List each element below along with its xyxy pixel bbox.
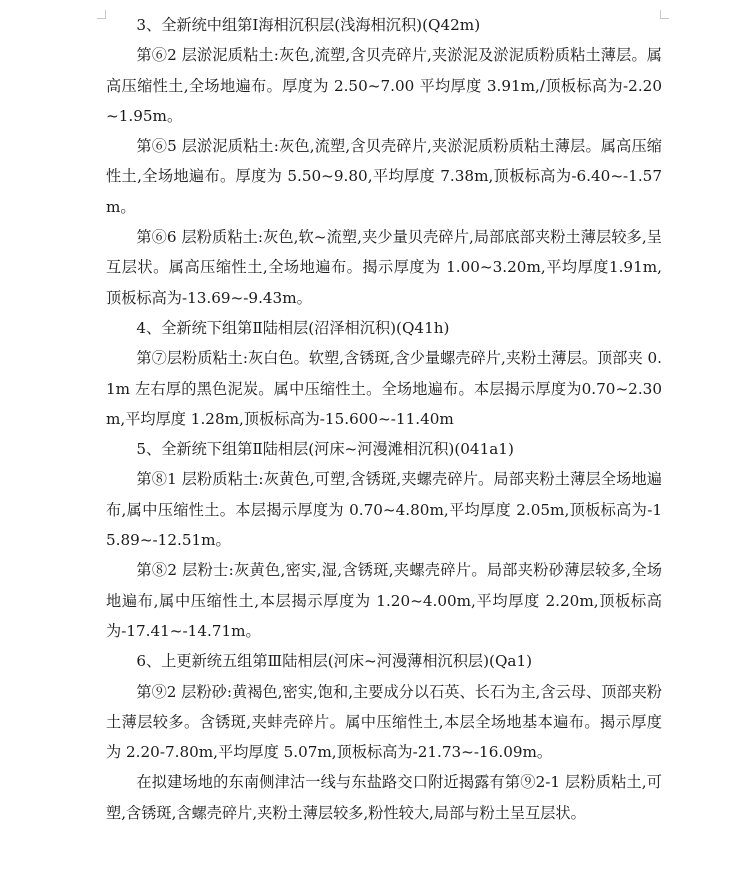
document-body [106,10,662,828]
paragraph-layer-8-1: 第⑧1 层粉质粘土:灰黄色,可塑,含锈斑,夹螺壳碎片。局部夹粉土薄层全场地遍布,属中压缩性土。本层揭示厚度为 0.70~4.80m,平均厚度 2.05m,顶板标高为-15.89~-12.51m。 [106,470,662,550]
section-heading-5: 5、全新统下组第Ⅱ陆相层(河床~河漫滩相沉积)(041a1) [136,440,514,459]
paragraph-layer-6-6: 第⑥6 层粉质粘土:灰色,软~流塑,夹少量贝壳碎片,局部底部夹粉土薄层较多,呈互层状。属高压缩性土,全场地遍布。揭示厚度为 1.00~3.20m,平均厚度1.91m,顶板标高为-13.69~-9.43m。 [106,228,662,307]
section-heading-6: 6、上更新统五组第Ⅲ陆相层(河床~河漫薄相沉积层)(Qa1) [136,652,533,671]
section-heading-3: 3、全新统中组第Ⅰ海相沉积层(浅海相沉积)(Q42m) [136,16,481,34]
paragraph-layer-7: 第⑦层粉质粘土:灰白色。软塑,含锈斑,含少量螺壳碎片,夹粉土薄层。顶部夹 0.1m 左右厚的黑色泥炭。属中压缩性土。全场地遍布。本层揭示厚度为0.70~2.30m,平均厚度 1.28m,顶板标高为-15.600~-11.40m [106,349,662,428]
paragraph-layer-9-2-1: 在拟建场地的东南侧津沽一线与东盐路交口附近揭露有第⑨2-1 层粉质粘土,可塑,含锈斑,含螺壳碎片,夹粉土薄层较多,粉性较大,局部与粉土呈互层状。 [106,773,662,822]
paragraph-layer-9-2: 第⑨2 层粉砂:黄褐色,密实,饱和,主要成分以石英、长石为主,含云母、顶部夹粉土薄层较多。含锈斑,夹蚌壳碎片。属中压缩性土,本层全场地基本遍布。揭示厚度为 2.20-7.80m,平均厚度 5.07m,顶板标高为-21.73~-16.09m。 [106,682,662,762]
section-heading-4: 4、全新统下组第Ⅱ陆相层(沼泽相沉积)(Q41h) [136,318,450,337]
paragraph-layer-8-2: 第⑧2 层粉士:灰黄色,密实,湿,含锈斑,夹螺壳碎片。局部夹粉砂薄层较多,全场地遍布,属中压缩性土,本层揭示厚度为 1.20~4.00m,平均厚度 2.20m,顶板标高为-17.41~-14.71m。 [106,561,662,640]
page-corner-mark-left [97,10,106,19]
paragraph-layer-6-2: 第⑥2 层淤泥质粘土:灰色,流塑,含贝壳碎片,夹淤泥及淤泥质粉质粘土薄层。属高压缩性土,全场地遍布。厚度为 2.50~7.00 平均厚度 3.91m,/顶板标高为-2.20~1.95m。 [106,46,662,125]
paragraph-layer-6-5: 第⑥5 层淤泥质粘土:灰色,流塑,含贝壳碎片,夹淤泥质粉质粘土薄层。属高压缩性土,全场地遍布。厚度为 5.50~9.80,平均厚度 7.38m,顶板标高为-6.40~-1.57m。 [106,137,662,216]
